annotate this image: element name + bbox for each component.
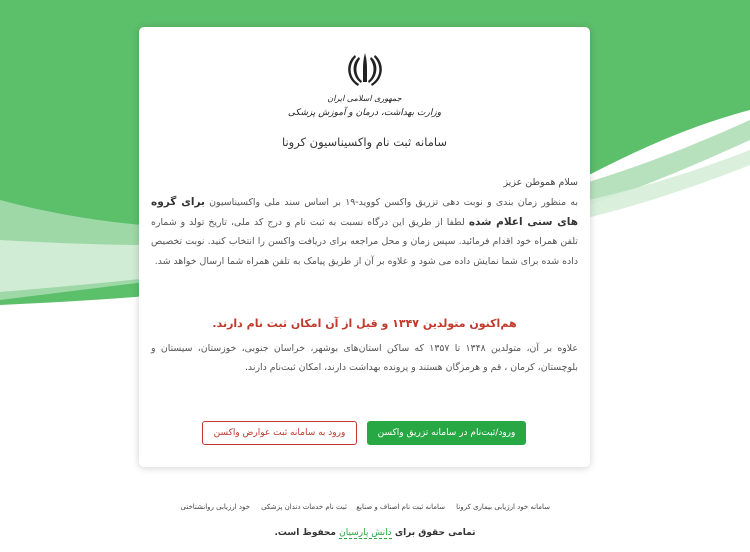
eligibility-notice: هم‌اکنون متولدین ۱۳۴۷ و قبل از آن امکان ثبت نام دارند.	[212, 317, 517, 330]
greeting-text: سلام هموطن عزیز	[503, 177, 578, 188]
ministry-name: وزارت بهداشت، درمان و آموزش پزشکی	[287, 108, 442, 118]
intro-bold-text: برای گروه های سنی اعلام شده	[151, 196, 579, 228]
page-title: سامانه ثبت نام واکسیناسیون کرونا	[281, 135, 448, 149]
eligibility-details: علاوه بر آن، متولدین ۱۳۴۸ تا ۱۳۵۷ که ساکن استان‌های بوشهر، خراسان جنوبی، خوزستان، سیستان و بلوچستان، کرمان ، قم و هرمزگان هستند و پرونده بهداشت دارند، امکان ثبت‌نام دارند.	[151, 343, 578, 373]
ministry-country: جمهوری اسلامی ایران	[327, 94, 402, 103]
footer-link-dental-services[interactable]: ثبت نام خدمات دندان پزشکی	[261, 503, 347, 511]
iran-emblem-icon	[345, 49, 385, 89]
side-effects-button[interactable]: ورود به سامانه ثبت عوارض واکسن	[202, 421, 357, 445]
copyright-prefix: تمامی حقوق برای	[394, 528, 476, 538]
footer-link-guilds-registration[interactable]: سامانه ثبت نام اصناف و صنایع	[356, 503, 445, 511]
copyright-brand-link[interactable]: دانش پارسیان	[339, 528, 392, 538]
intro-paragraph	[151, 193, 578, 271]
copyright	[0, 528, 750, 538]
footer-link-corona-self-assessment[interactable]: سامانه خود ارزیابی بیماری کرونا	[456, 503, 550, 511]
intro-text-2: لطفا از طریق این درگاه نسبت به ثبت نام و درج کد ملی، تاریخ تولد و شماره تلفن همراه خود اقدام فرمائید. سپس زمان و محل مراجعه برای دریافت واکسن را انتخاب کنید. نوبت تخصیص داده شده برای شما نمایش داده می شود و علاوه بر آن از طریق پیامک به تلفن همراه شما ارسال خواهد شد.	[151, 216, 578, 267]
footer-links	[150, 503, 550, 517]
copyright-suffix: محفوظ است.	[274, 528, 336, 538]
registration-card	[139, 27, 590, 467]
intro-text-1: به منظور زمان بندی و نوبت دهی تزریق واکسن کووید-۱۹ بر اساس سند ملی واکسیناسیون	[209, 197, 579, 208]
footer-link-psych-assessment[interactable]: خود ارزیابی روانشناختی	[180, 503, 250, 511]
vaccine-login-button[interactable]: ورود/ثبت‌نام در سامانه تزریق واکسن	[367, 421, 526, 445]
